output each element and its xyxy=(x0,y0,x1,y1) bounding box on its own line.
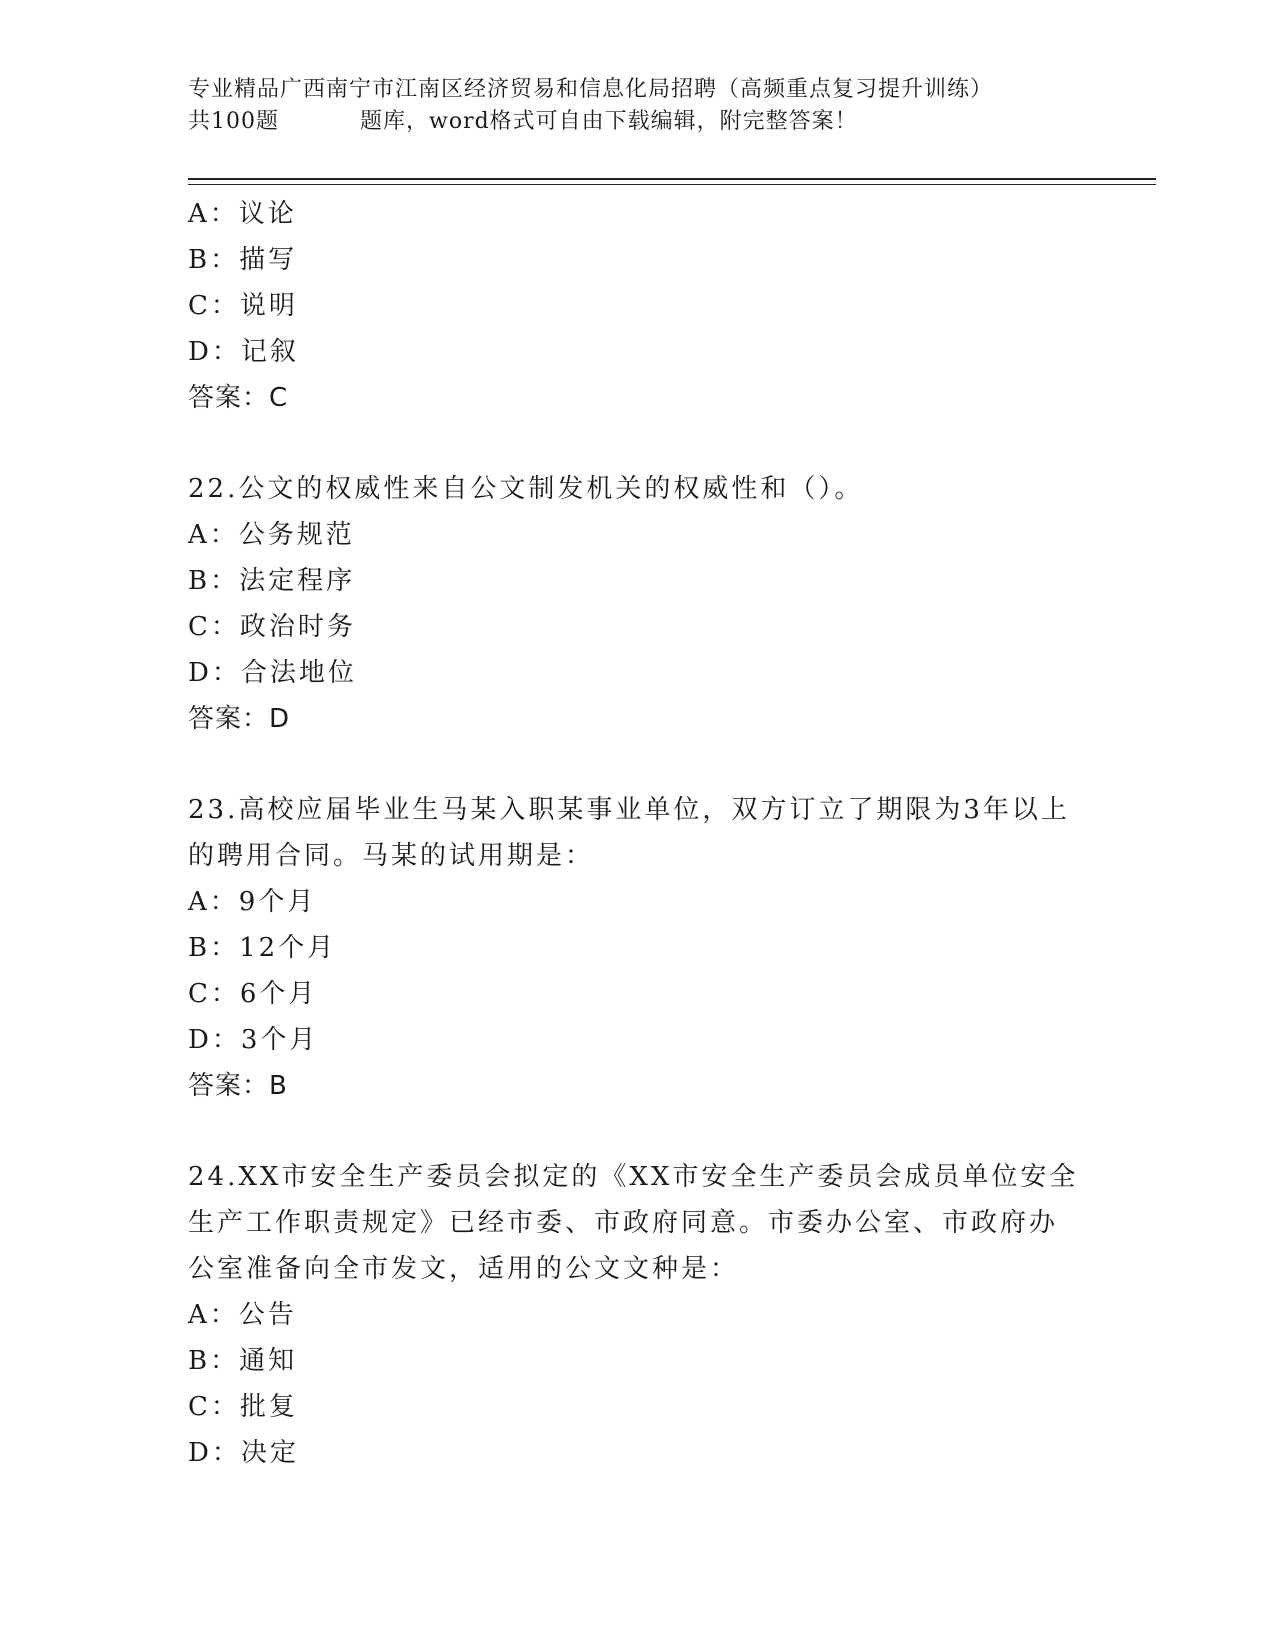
option-a: A：议论 xyxy=(188,199,297,229)
question-23 xyxy=(188,787,1068,1109)
option-d: D：合法地位 xyxy=(188,658,357,688)
question-spacer xyxy=(188,421,1068,466)
option-a: A：9个月 xyxy=(188,887,317,917)
option-b: B：12个月 xyxy=(188,933,337,963)
option-b: B：法定程序 xyxy=(188,566,356,596)
question-stem-line-2: 的聘用合同。马某的试用期是： xyxy=(188,841,595,871)
option-a: A：公告 xyxy=(188,1300,297,1330)
question-list xyxy=(188,191,1079,1476)
header-subtitle: 题库，word格式可自由下载编辑，附完整答案！ xyxy=(360,109,858,134)
option-a: A：公务规范 xyxy=(188,520,355,550)
answer-line: 答案：C xyxy=(188,383,289,413)
document-header xyxy=(188,74,1088,138)
answer-line: 答案：B xyxy=(188,1071,288,1101)
option-b: B：描写 xyxy=(188,245,298,275)
header-subtitle-row xyxy=(188,106,1088,138)
question-spacer xyxy=(188,742,1068,787)
question-21-continued xyxy=(188,191,1068,421)
question-stem-line-2: 生产工作职责规定》已经市委、市政府同意。市委办公室、市政府办 xyxy=(188,1208,1059,1238)
option-c: C：政治时务 xyxy=(188,612,356,642)
header-title: 专业精品广西南宁市江南区经济贸易和信息化局招聘（高频重点复习提升训练） xyxy=(188,77,994,102)
option-c: C：批复 xyxy=(188,1392,298,1422)
question-24 xyxy=(188,1154,1079,1476)
question-spacer xyxy=(188,1109,1068,1154)
header-divider-thin xyxy=(188,184,1156,185)
option-d: D：记叙 xyxy=(188,337,299,367)
question-stem-line-1: 24.XX市安全生产委员会拟定的《XX市安全生产委员会成员单位安全 xyxy=(188,1162,1079,1192)
answer-line: 答案：D xyxy=(188,704,291,734)
question-count: 共100题 xyxy=(188,109,279,134)
question-stem-line-3: 公室准备向全市发文，适用的公文文种是： xyxy=(188,1254,740,1284)
option-d: D：决定 xyxy=(188,1438,299,1468)
option-c: C：说明 xyxy=(188,291,298,321)
option-b: B：通知 xyxy=(188,1346,298,1376)
option-c: C：6个月 xyxy=(188,979,318,1009)
question-stem: 22.公文的权威性来自公文制发机关的权威性和（）。 xyxy=(188,474,864,504)
option-d: D：3个月 xyxy=(188,1025,319,1055)
question-stem-line-1: 23.高校应届毕业生马某入职某事业单位，双方订立了期限为3年以上 xyxy=(188,795,1070,825)
header-divider-thick xyxy=(188,178,1156,180)
question-22 xyxy=(188,466,1068,742)
